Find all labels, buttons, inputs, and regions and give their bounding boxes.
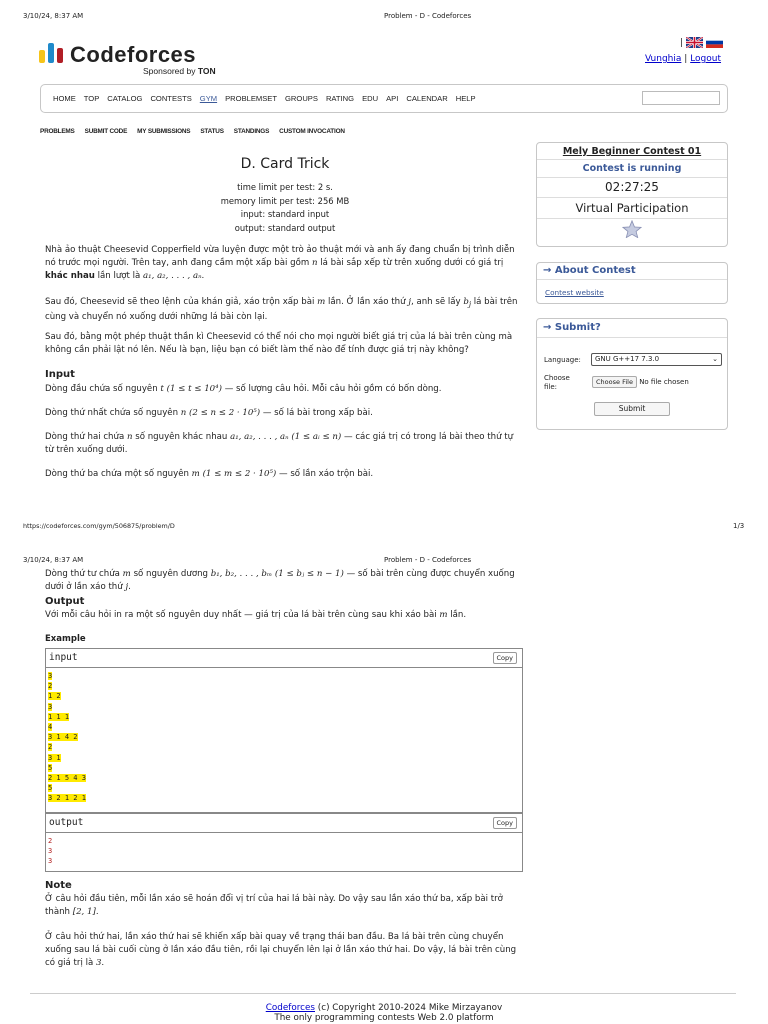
submenu-custom-invocation[interactable]: CUSTOM INVOCATION: [279, 128, 345, 135]
input-line-1: Dòng đầu chứa số nguyên t (1 ≤ t ≤ 10⁴) — số lượng câu hỏi. Mỗi câu hỏi gồm có bốn dòng.: [45, 384, 442, 394]
contest-info-box: [536, 142, 728, 247]
sample-output-line: 3: [48, 857, 53, 866]
statement-paragraph-2: Sau đó, Cheesevid sẽ theo lệnh của khán giả, xáo trộn xấp bài m lần. Ở lần xáo thứ j, anh sẽ lấy $b_j$ lá bài trên cùng và chuyển nó xuống dưới những lá bài còn lại.: [45, 297, 518, 322]
nav-item-api[interactable]: API: [386, 94, 399, 103]
print-page-number: 1/3: [733, 522, 745, 530]
sample-input-line: 3 1 4 2: [48, 733, 78, 742]
input-line-2: Dòng thứ nhất chứa số nguyên n (2 ≤ n ≤ 2 · 10⁵) — số lá bài trong xấp bài.: [45, 408, 373, 418]
choose-file-button[interactable]: Choose File: [592, 376, 637, 388]
footer-tagline: The only programming contests Web 2.0 platform: [274, 1013, 494, 1023]
favorite-star-icon[interactable]: [537, 219, 727, 242]
logo-text: Codeforces: [70, 42, 197, 67]
submit-box: [536, 318, 728, 430]
sponsor-label: Sponsored by: [143, 66, 196, 76]
time-limit: time limit per test: 2 s.: [237, 182, 333, 192]
nav-item-help[interactable]: HELP: [455, 94, 476, 103]
username-link[interactable]: Vunghia: [645, 54, 682, 64]
nav-item-groups[interactable]: GROUPS: [285, 94, 318, 103]
language-select-value: GNU G++17 7.3.0: [595, 355, 660, 363]
submenu-my-submissions[interactable]: MY SUBMISSIONS: [137, 128, 191, 135]
user-links: [645, 54, 721, 64]
input-line-3: Dòng thứ hai chứa n số nguyên khác nhau a₁, a₂, . . . , aₙ (1 ≤ aᵢ ≤ n) — các giá trị có trong lá bài theo thứ tự từ trên xuống dưới.: [45, 432, 514, 455]
language-select[interactable]: [591, 353, 722, 366]
russian-flag-icon[interactable]: [706, 37, 723, 48]
note-paragraph-1: Ở câu hỏi đầu tiên, mỗi lần xáo sẽ hoán đổi vị trí của hai lá bài này. Do vậy sau lần xáo thứ ba, xấp bài trở thành [2, 1].: [45, 894, 503, 917]
copy-output-button[interactable]: Copy: [493, 817, 518, 829]
sample-input-line: 4: [48, 723, 53, 732]
print-title: Problem - D - Codeforces: [384, 12, 472, 20]
sponsor-name: TON: [197, 66, 216, 76]
search-input[interactable]: [642, 91, 720, 105]
codeforces-logo[interactable]: [38, 42, 70, 68]
nav-item-home[interactable]: HOME: [53, 94, 76, 103]
sample-input-line: 3 2 1 2 1: [48, 794, 86, 803]
output-file: output: standard output: [234, 222, 336, 233]
nav-item-edu[interactable]: EDU: [362, 94, 379, 103]
input-file: input: standard input: [240, 209, 330, 219]
nav-item-gym[interactable]: GYM: [199, 94, 218, 103]
language-switch: [680, 37, 723, 48]
no-file-text: No file chosen: [639, 378, 689, 386]
memory-limit: memory limit per test: 256 MB: [220, 195, 350, 206]
statement-paragraph-1: Nhà ảo thuật Cheesevid Copperfield vừa luyện được một trò ảo thuật mới và anh ấy đang chuẩn bị trình diễn nó trước mọi người. Trên tay, anh đang cầm một xấp bài gồm n lá bài sắp xếp từ trên xuống dưới có giá trị khác nhau lần lượt là a₁, a₂, . . . , aₙ.: [45, 245, 515, 281]
sample-input-line: 5: [48, 784, 53, 793]
codeforces-bars-icon: [38, 42, 70, 64]
submit-button[interactable]: Submit: [594, 402, 670, 416]
sample-input-content: [46, 668, 522, 807]
print-datetime: 3/10/24, 8:37 AM: [23, 12, 84, 20]
submenu-standings[interactable]: STANDINGS: [233, 128, 270, 135]
submit-title: → Submit?: [537, 319, 727, 338]
english-flag-icon[interactable]: [686, 37, 703, 48]
virtual-participation[interactable]: Virtual Participation: [537, 198, 727, 219]
separator: |: [684, 54, 688, 64]
output-description: Với mỗi câu hỏi in ra một số nguyên duy nhất — giá trị của lá bài trên cùng sau khi xáo bài m lần.: [45, 610, 467, 620]
sample-input-line: 2: [48, 682, 53, 691]
output-section-title: Output: [45, 596, 85, 607]
sample-input-line: 5: [48, 763, 53, 772]
nav-item-calendar[interactable]: CALENDAR: [406, 94, 448, 103]
second-level-menu: [40, 128, 355, 135]
footer-divider: [30, 993, 736, 994]
chevron-down-icon: ⌄: [712, 355, 718, 363]
countdown-timer: 02:27:25: [537, 178, 727, 198]
sponsor: [143, 66, 216, 76]
submenu-submit-code[interactable]: SUBMIT CODE: [84, 128, 128, 135]
about-contest-title: → About Contest: [537, 263, 727, 280]
sample-output-title: output: [49, 817, 84, 828]
sample-input-line: 1 2: [48, 692, 61, 701]
print-datetime-page2: 3/10/24, 8:37 AM: [23, 556, 84, 564]
sample-output-box: [45, 813, 523, 872]
footer-codeforces-link[interactable]: Codeforces: [265, 1003, 315, 1013]
nav-item-contests[interactable]: CONTESTS: [150, 94, 192, 103]
input-line-4: Dòng thứ ba chứa một số nguyên m (1 ≤ m ≤ 2 · 10⁵) — số lần xáo trộn bài.: [45, 469, 374, 479]
contest-website-link[interactable]: Contest website: [545, 288, 604, 297]
nav-item-rating[interactable]: RATING: [325, 94, 355, 103]
problem-limits: [40, 181, 530, 235]
logout-link[interactable]: Logout: [690, 54, 722, 64]
sample-output-line: 2: [48, 837, 53, 845]
separator: |: [680, 38, 684, 48]
main-menu-items: [53, 94, 484, 103]
file-input[interactable]: [592, 378, 689, 386]
contest-name-link[interactable]: Mely Beginner Contest 01: [537, 143, 727, 160]
copy-input-button[interactable]: Copy: [493, 652, 518, 664]
contest-status: Contest is running: [537, 160, 727, 178]
sample-input-box: [45, 648, 523, 813]
statement-paragraph-3: Sau đó, bằng một phép thuật thần kì Cheesevid có thể nói cho mọi người biết giá trị của lá bài trên cùng mà không cần phải lật nó lên. Nếu là bạn, liệu bạn có biết làm thế nào để tính được giá trị này không?: [45, 332, 513, 355]
choose-file-label: Choose file:: [544, 374, 570, 391]
nav-item-top[interactable]: TOP: [83, 94, 100, 103]
submenu-problems[interactable]: PROBLEMS: [40, 128, 75, 135]
sample-input-line: 3 1: [48, 753, 61, 762]
sample-output-content: [46, 833, 522, 870]
sample-input-line: 3: [48, 672, 53, 680]
nav-item-problemset[interactable]: PROBLEMSET: [225, 94, 278, 103]
footer-copyright: (c) Copyright 2010-2024 Mike Mirzayanov: [317, 1003, 503, 1013]
about-contest-box: [536, 262, 728, 304]
sample-input-title: input: [49, 652, 78, 663]
note-paragraph-2: Ở câu hỏi thứ hai, lần xáo thứ hai sẽ khiến xấp bài quay về trạng thái ban đầu. Ba lá bài trên cùng chuyển xuống sau lá bài cuối cùng ở lần xáo đầu tiên, rồi lại chuyển lên lại ở lần xáo thứ hai. Do vậy, lá bài trên cùng có giá trị là 3.: [45, 932, 517, 968]
problem-title: D. Card Trick: [240, 156, 330, 172]
sample-input-line: 1 1 1: [48, 712, 70, 721]
language-label: Language:: [544, 356, 581, 364]
print-title-page2: Problem - D - Codeforces: [384, 556, 472, 564]
submenu-status[interactable]: STATUS: [200, 128, 224, 135]
sample-input-line: 2: [48, 743, 53, 752]
print-url: https://codeforces.com/gym/506875/problem/D: [23, 522, 175, 530]
sample-input-line: 3: [48, 702, 53, 711]
input-line-5: Dòng thứ tư chứa m số nguyên dương b₁, b₂, . . . , bₘ (1 ≤ bⱼ ≤ n − 1) — số bài trên cùng được chuyển xuống dưới ở lần xáo thứ j.: [45, 569, 515, 592]
nav-item-catalog[interactable]: CATALOG: [107, 94, 143, 103]
sample-output-line: 3: [48, 847, 53, 856]
sample-input-line: 2 1 5 4 3: [48, 774, 86, 783]
input-section-title: Input: [45, 369, 75, 380]
example-title: Example: [45, 634, 86, 644]
footer: [0, 1003, 768, 1023]
note-title: Note: [45, 880, 72, 891]
